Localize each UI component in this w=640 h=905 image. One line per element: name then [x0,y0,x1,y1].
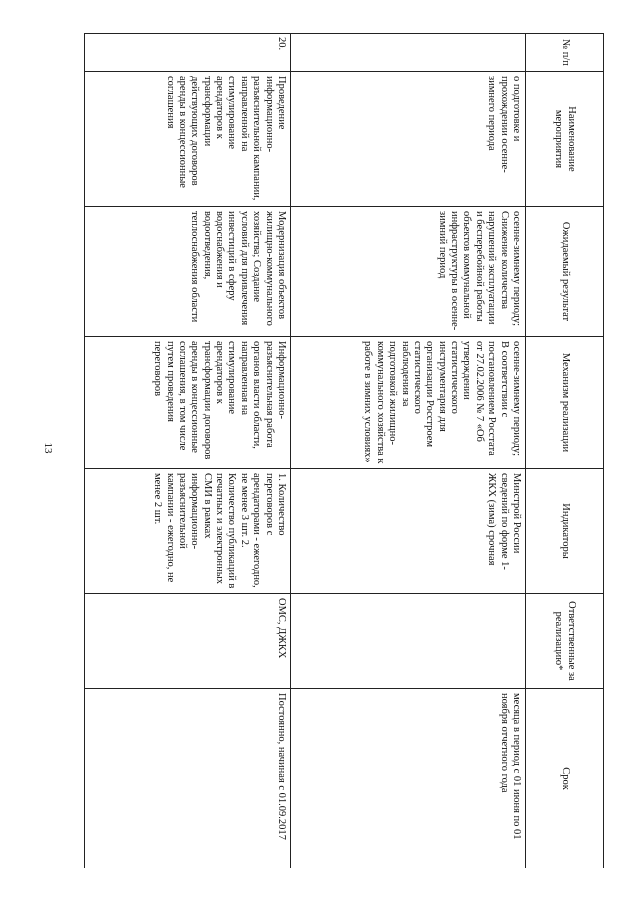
row-2-result: Модернизация объектов жилищно-коммунального хозяйства; Создание условий для привлечения инвестиций в сферу водоснабжения и водоотведения, теплоснабжения области [85,207,291,337]
row-2-num: 20. [85,34,291,72]
row-2-name: Проведение информационно-разъяснительной кампании, направленной на стимулирование арендаторов к трансформации действующих договоров аренды в концессионные соглашения [85,72,291,207]
header-num: № п/п [526,34,604,72]
table-row [85,34,291,869]
table-wrapper [84,33,604,868]
page-number: 13 [42,442,54,454]
row-1-mechanism: осенне-зимнему периоду; В соответствии с постановлением Росстата от 27.02.2006 № 7 «Об утверждении статистического инструментария для организации Росстроем статистического наблюдения за подготовкой жилищно-коммунального хозяйства к работе в зимних условиях» [291,337,526,469]
header-deadline: Срок [526,689,604,869]
row-1-indicators: Минстрой России сведений по форме 1-ЖКХ (зима) срочная [291,469,526,594]
row-2-indicators: 1. Количество переговоров с арендаторами - ежегодно, не менее 3 шт. 2. Количество публикаций в печатных и электронных СМИ в рамках информационно-разъяснительной кампании - ежегодно, не менее 2 шт. [85,469,291,594]
row-2-responsible: ОМС, ДЖКХ [85,594,291,689]
row-1-name: о подготовке и прохождении осенне-зимнего периода [291,72,526,207]
row-1-deadline: месяца в период с 01 июня по 01 ноября отчетного года [291,689,526,869]
table-row [291,34,526,869]
row-1-num [291,34,526,72]
measures-table [84,33,604,868]
header-result: Ожидаемый результат [526,207,604,337]
row-1-result: осенне-зимнему периоду; Снижение количества нарушений эксплуатации и бесперебойной работы объектов коммунальной инфраструктуры в осенне-зимний период [291,207,526,337]
header-name: Наименование мероприятия [526,72,604,207]
row-2-deadline: Постоянно, начиная с 01.09.2017 [85,689,291,869]
header-mechanism: Механизм реализации [526,337,604,469]
row-2-mechanism: Информационно-разъяснительная работа органов власти области, направленная на стимулирование арендаторов к трансформации договоров аренды в концессионные соглашения, в том числе путем проведения переговоров [85,337,291,469]
header-indicators: Индикаторы [526,469,604,594]
rotated-table-area [84,33,604,868]
header-responsible: Ответственные за реализацию* [526,594,604,689]
row-1-responsible [291,594,526,689]
table-header-row [526,34,604,869]
